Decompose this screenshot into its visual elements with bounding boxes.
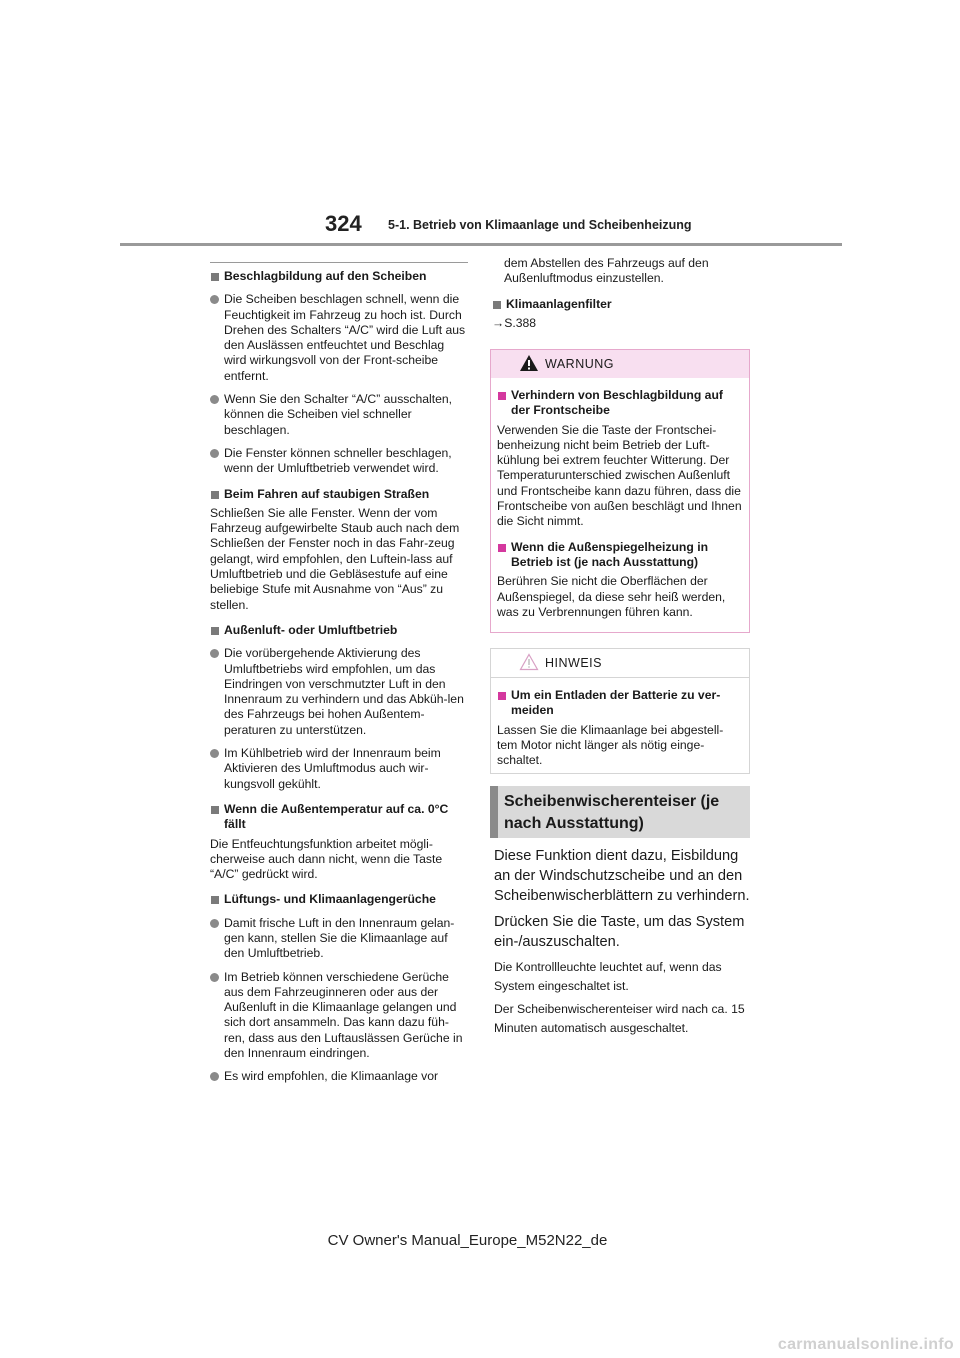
- bullet-item: [210, 746, 468, 792]
- gray-dot-icon: [210, 749, 219, 758]
- page-number: 324: [325, 211, 362, 236]
- section-header-text: Beim Fahren auf staubigen Straßen: [224, 486, 430, 501]
- warning-body: [491, 378, 749, 620]
- left-column: [210, 262, 468, 1085]
- gray-dot-icon: [210, 395, 219, 404]
- section-header-text: Wenn die Außentemperatur auf ca. 0°C fällt: [224, 801, 449, 832]
- feature-note: Die Kontrollleuchte leuchtet auf, wenn das System eingeschaltet ist.: [494, 960, 722, 993]
- column-rule: [210, 262, 468, 263]
- gray-square-icon: [211, 896, 219, 904]
- bullet-item: [210, 392, 468, 438]
- bullet-text: Damit frische Luft in den Innenraum gelan-gen kann, stellen Sie die Klimaanlage auf den Umluftbetrieb.: [224, 915, 455, 961]
- bullet-text: Die vorübergehende Aktivierung des Umluftbetriebs wird empfohlen, um das Eindringen von verschmutzter Luft in den Innenraum zu verhindern und das Abküh-len des Fahrzeugs bei hohen Außentem-peraturen zu unterstützen.: [224, 646, 464, 737]
- header-rule: [120, 243, 842, 246]
- section-header: [210, 269, 468, 284]
- section-header-text: Lüftungs- und Klimaanlagengerüche: [224, 892, 436, 907]
- warning-text: Berühren Sie nicht die Oberflächen der Außenspiegel, da diese sehr heiß werden, was zu Verbrennungen führen kann.: [497, 574, 726, 619]
- warning-box: [490, 349, 750, 633]
- feature-heading: [490, 786, 750, 838]
- feature-paragraph: Diese Funktion dient dazu, Eisbildung an der Windschutzscheibe und an den Scheibenwischerblättern zu verhindern.: [494, 848, 750, 904]
- bullet-text: Die Scheiben beschlagen schnell, wenn die Feuchtigkeit im Fahrzeug zu hoch ist. Durch Drehen des Schalters “A/C” wird die Luft aus den Auslässen entfeuchtet und Beschlag wird wirkungsvoll von der Front-scheibe entfernt.: [224, 292, 466, 383]
- warning-triangle-icon: [519, 354, 539, 372]
- warning-title: WARNUNG: [545, 357, 615, 371]
- footer-text: CV Owner's Manual_Europe_M52N22_de: [327, 1232, 608, 1249]
- pink-square-icon: [498, 544, 506, 552]
- bullet-item: [210, 446, 468, 477]
- note-text: Lassen Sie die Klimaanlage bei abgestell-tem Motor nicht länger als nötig einge-schaltet.: [497, 722, 724, 768]
- warning-subheader: [497, 540, 743, 571]
- section-header: [210, 802, 468, 833]
- gray-square-icon: [211, 806, 219, 814]
- gray-dot-icon: [210, 295, 219, 304]
- warning-subheader: [497, 388, 743, 419]
- note-body: [491, 678, 749, 768]
- bullet-text: Die Fenster können schneller beschlagen, wenn der Umluftbetrieb verwendet wird.: [224, 445, 452, 476]
- section-header: [492, 297, 750, 312]
- pink-square-icon: [498, 392, 506, 400]
- warning-subheader-text: Verhindern von Beschlagbildung auf der Frontscheibe: [511, 388, 723, 418]
- bullet-item: [210, 970, 468, 1062]
- section-header: [210, 892, 468, 907]
- section-title: 5-1. Betrieb von Klimaanlage und Scheibenheizung: [388, 218, 692, 232]
- gray-square-icon: [493, 301, 501, 309]
- bullet-text: Im Betrieb können verschiedene Gerüche aus dem Fahrzeuginneren oder aus der Außenluft in die Klimaanlage gelangen und sich dort ansammeln. Das kann dazu füh-ren, dass aus den Luftauslässen Gerüche in den Innenraum eindringen.: [224, 969, 463, 1061]
- feature-paragraph: Drücken Sie die Taste, um das System ein-/auszuschalten.: [494, 914, 745, 950]
- gray-dot-icon: [210, 649, 219, 658]
- bullet-text: Im Kühlbetrieb wird der Innenraum beim Aktivieren des Umluftmodus auch wir-kungsvoll gekühlt.: [224, 746, 441, 791]
- heading-bar: [490, 786, 498, 838]
- bullet-item: [210, 646, 468, 738]
- warning-text: Verwenden Sie die Taste der Frontschei-benheizung nicht beim Betrieb der Luft-kühlung bei extrem feuchter Witterung. Der Temperaturunterschied zwischen Außenluft und Frontscheibe kann dazu führen, dass die Frontscheibe von außen beschlägt und Ihnen die Sicht nimmt.: [497, 422, 742, 529]
- paragraph: Schließen Sie alle Fenster. Wenn der vom Fahrzeug aufgewirbelte Staub auch nach dem Schließen der Fenster noch in das Fahr-zeug gelangt, wird empfohlen, den Luftein-lass auf Umluftbetrieb und die Gebläsestufe auf eine beliebige Stufe mit Ausnahme von “Aus” zu stellen.: [210, 505, 460, 612]
- gray-dot-icon: [210, 919, 219, 928]
- gray-dot-icon: [210, 449, 219, 458]
- note-subheader-text: Um ein Entladen der Batterie zu ver-meiden: [511, 688, 721, 718]
- section-header-text: Beschlagbildung auf den Scheiben: [224, 269, 427, 283]
- section-header: [210, 487, 468, 502]
- feature-note: Der Scheibenwischerenteiser wird nach ca. 15 Minuten automatisch ausgeschaltet.: [494, 1002, 745, 1035]
- note-box: [490, 648, 750, 774]
- gray-square-icon: [211, 627, 219, 635]
- bullet-item: [210, 916, 468, 962]
- bullet-text: Wenn Sie den Schalter “A/C” ausschalten, können die Scheiben viel schneller beschlagen.: [224, 392, 453, 437]
- gray-square-icon: [211, 491, 219, 499]
- bullet-item: [210, 292, 468, 384]
- gray-square-icon: [211, 273, 219, 281]
- continuation-text: dem Abstellen des Fahrzeugs auf den Außenluftmodus einzustellen.: [504, 256, 709, 286]
- page-reference-link[interactable]: →S.388: [492, 315, 537, 330]
- section-header: [210, 623, 468, 638]
- section-header-text: Klimaanlagenfilter: [506, 296, 612, 311]
- note-title: HINWEIS: [545, 656, 602, 670]
- feature-heading-text: Scheibenwischerenteiser (je nach Ausstattung): [504, 793, 720, 832]
- bullet-item: [210, 1069, 468, 1084]
- warning-header: [491, 350, 749, 378]
- bullet-text: Es wird empfohlen, die Klimaanlage vor: [224, 1069, 439, 1084]
- footer: [0, 1232, 960, 1249]
- warning-subheader-text: Wenn die Außenspiegelheizung in Betrieb ist (je nach Ausstattung): [511, 539, 709, 569]
- note-subheader: [497, 688, 743, 719]
- caution-triangle-icon: [519, 653, 539, 671]
- note-header: [491, 649, 749, 678]
- right-column: [492, 256, 750, 331]
- pink-square-icon: [498, 692, 506, 700]
- feature-body: [494, 846, 754, 1042]
- paragraph: Die Entfeuchtungsfunktion arbeitet mögli-cherweise auch dann nicht, wenn die Taste “A/C” gedrückt wird.: [210, 836, 443, 882]
- watermark: carmanualsonline.info: [777, 1336, 954, 1353]
- gray-dot-icon: [210, 973, 219, 982]
- gray-dot-icon: [210, 1072, 219, 1081]
- section-header-text: Außenluft- oder Umluftbetrieb: [224, 622, 398, 637]
